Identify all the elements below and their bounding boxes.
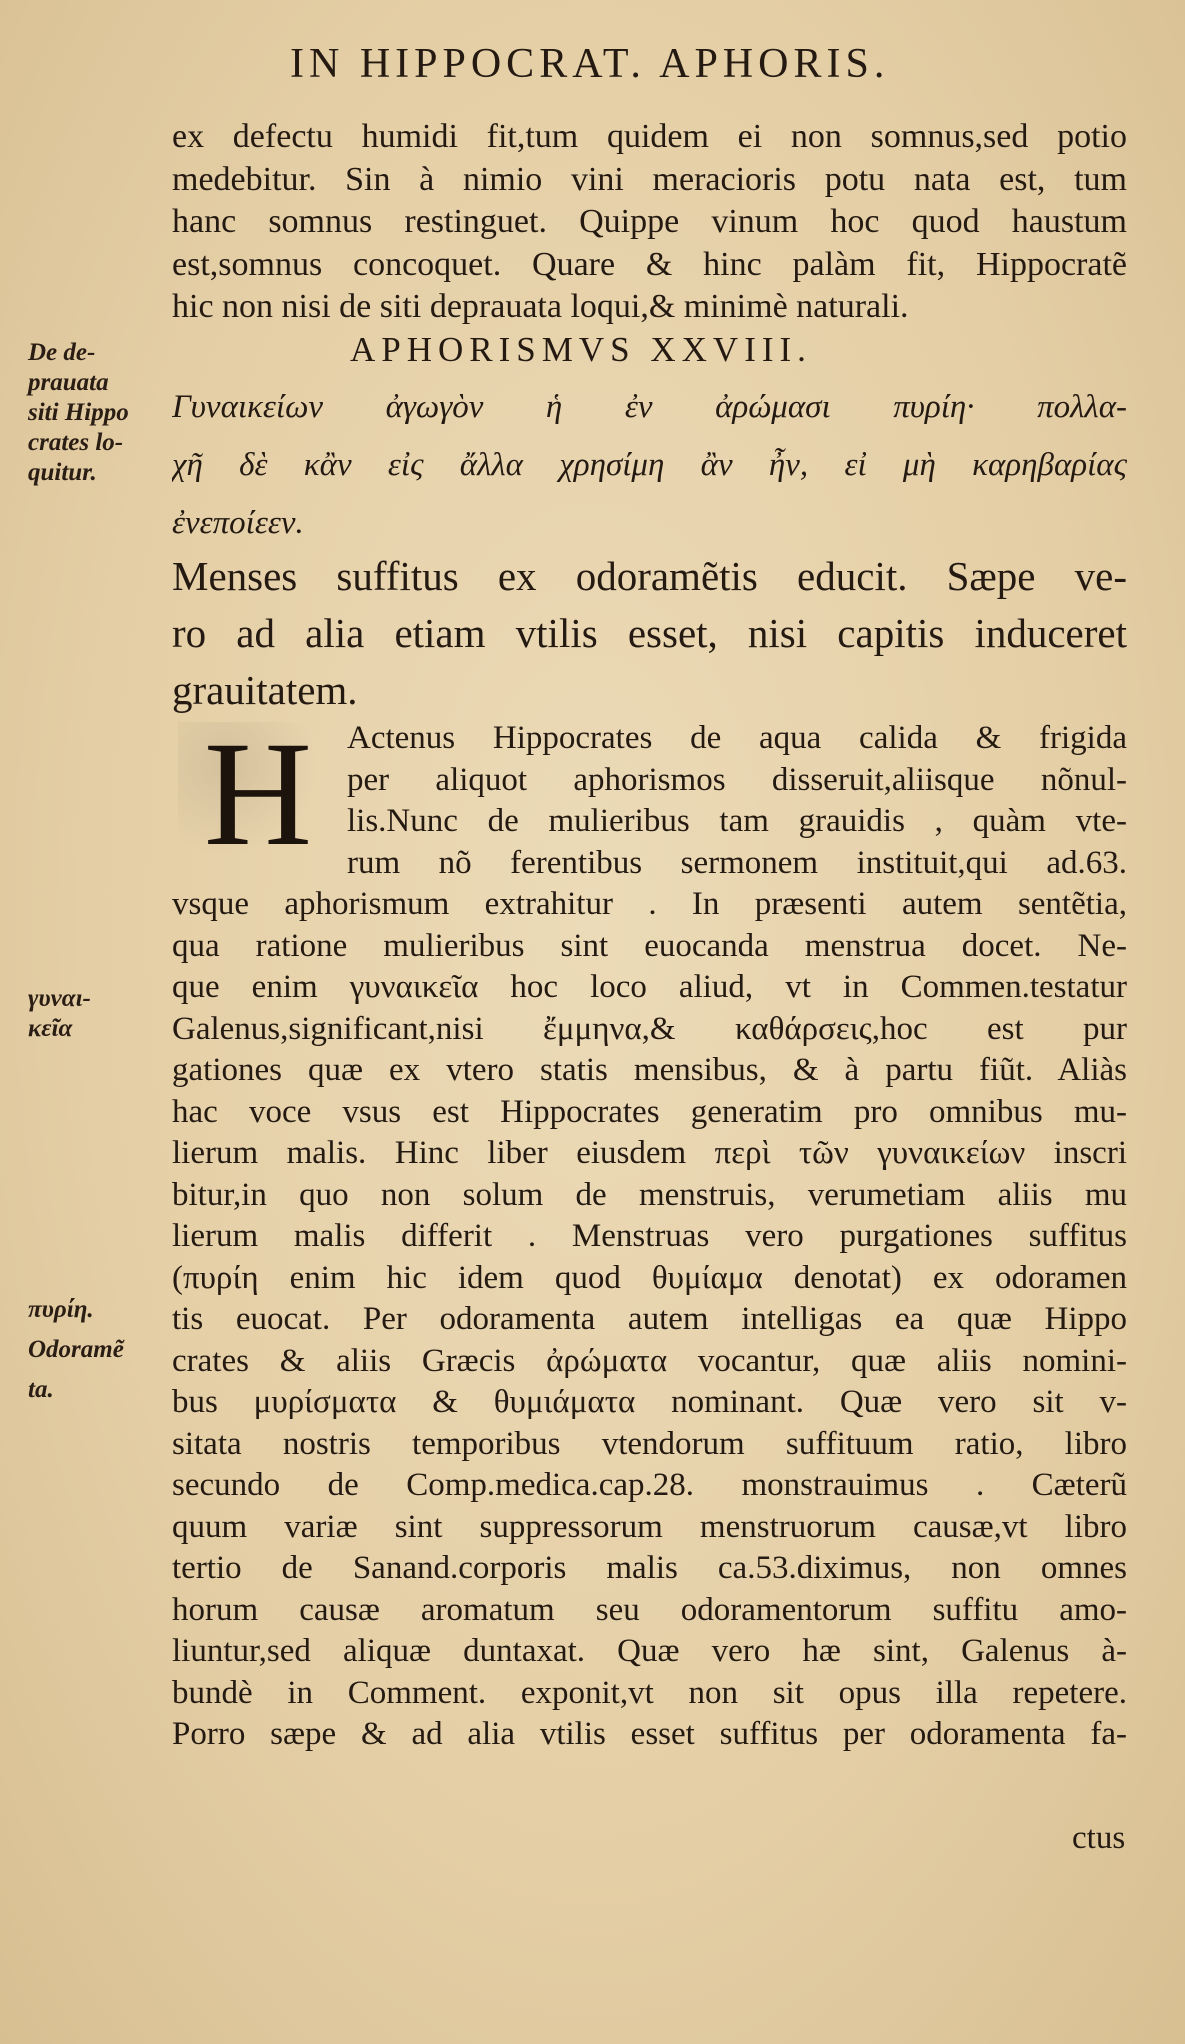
margin-line: γυναι-: [28, 985, 91, 1012]
margin-note-deprauata-siti: [28, 338, 129, 488]
commentary-line: crates & aliis Græcis ἀρώματα vocantur, quæ aliis nomini-: [172, 1342, 1127, 1379]
commentary-line: tis euocat. Per odoramenta autem intelligas ea quæ Hippo: [172, 1301, 1127, 1337]
margin-line: crates lo-: [28, 429, 124, 456]
commentary-line: bitur,in quo non solum de menstruis, verumetiam aliis mu: [172, 1176, 1127, 1213]
dropcap-initial: H: [178, 722, 338, 867]
commentary-line: per aliquot aphorismos disseruit,aliisque nõnul-: [347, 761, 1127, 798]
margin-note-pyrie-odoramenta: [28, 1290, 124, 1410]
commentary-line: quum variæ sint suppressorum menstruorum causæ,vt libro: [172, 1508, 1127, 1545]
greek-line: Γυναικείων ἀγωγὸν ἡ ἐν ἀρώμασι πυρίη· πολλα-: [172, 389, 1127, 425]
text-line: medebitur. Sin à nimio vini meracioris potu nata est, tum: [172, 160, 1127, 198]
margin-line: πυρίη.: [28, 1296, 94, 1323]
commentary-line: Actenus Hippocrates de aqua calida & frigida: [347, 720, 1127, 756]
margin-line: κεῖα: [28, 1015, 73, 1042]
commentary-line: secundo de Comp.medica.cap.28. monstrauimus . Cæterũ: [172, 1467, 1127, 1503]
intro-paragraph: [172, 116, 1127, 329]
translation-line: ro ad alia etiam vtilis esset, nisi capitis induceret: [172, 610, 1127, 656]
commentary: [172, 718, 1127, 1756]
text-line: hanc somnus restinguet. Quippe vinum hoc quod haustum: [172, 203, 1127, 241]
commentary-line: bus μυρίσματα & θυμιάματα nominant. Quæ vero sit v-: [172, 1384, 1127, 1420]
commentary-line: Porro sæpe & ad alia vtilis esset suffitus per odoramenta fa-: [172, 1716, 1127, 1752]
margin-line: quitur.: [28, 459, 97, 486]
margin-note-gynaikeia: [28, 984, 91, 1044]
commentary-line: Galenus,significant,nisi ἔμμηνα,& καθάρσεις,hoc est pur: [172, 1010, 1127, 1047]
margin-line: De de-: [28, 339, 96, 366]
commentary-line: que enim γυναικεῖα hoc loco aliud, vt in Commen.testatur: [172, 969, 1127, 1005]
greek-aphorism: [172, 378, 1127, 552]
commentary-line: vsque aphorismum extrahitur . In præsenti autem sentẽtia,: [172, 886, 1127, 922]
translation-line: grauitatem.: [172, 667, 358, 713]
translation-line: Menses suffitus ex odoramẽtis educit. Sæpe ve-: [172, 553, 1127, 599]
commentary-line: hac voce vsus est Hippocrates generatim pro omnibus mu-: [172, 1093, 1127, 1130]
greek-line: χῆ δὲ κἂν εἰς ἄλλα χρησίμη ἂν ἦν, εἰ μὴ καρηβαρίας: [172, 447, 1127, 483]
commentary-line: bundè in Comment. exponit,vt non sit opus illa repetere.: [172, 1674, 1127, 1711]
commentary-line: liuntur,sed aliquæ duntaxat. Quæ vero hæ sint, Galenus à-: [172, 1633, 1127, 1669]
commentary-line: lis.Nunc de mulieribus tam grauidis , quàm vte-: [347, 803, 1127, 839]
commentary-line: qua ratione mulieribus sint euocanda menstrua docet. Ne-: [172, 927, 1127, 964]
commentary-line: rum nõ ferentibus sermonem instituit,qui ad.63.: [347, 844, 1127, 881]
text-line: hic non nisi de siti deprauata loqui,& minimè naturali.: [172, 288, 909, 326]
catchword: ctus: [1072, 1820, 1126, 1856]
aphorism-title: APHORISMVS XXVIII.: [350, 330, 812, 369]
commentary-line: tertio de Sanand.corporis malis ca.53.diximus, non omnes: [172, 1550, 1127, 1586]
text-line: ex defectu humidi fit,tum quidem ei non somnus,sed potio: [172, 118, 1127, 155]
commentary-line: lierum malis differit . Menstruas vero purgationes suffitus: [172, 1218, 1127, 1254]
text-line: est,somnus concoquet. Quare & hinc palàm fit, Hippocratẽ: [172, 245, 1127, 283]
greek-line: ἐνεποίεεν.: [172, 505, 304, 541]
margin-line: siti Hippo: [28, 399, 129, 426]
latin-translation: [172, 548, 1127, 719]
commentary-line: horum causæ aromatum seu odoramentorum suffitu amo-: [172, 1591, 1127, 1628]
margin-line: prauata: [28, 369, 109, 396]
commentary-line: gationes quæ ex vtero statis mensibus, & à partu fiũt. Aliàs: [172, 1052, 1127, 1088]
margin-line: Odoramẽ: [28, 1336, 124, 1363]
margin-line: ta.: [28, 1376, 54, 1403]
commentary-line: (πυρίη enim hic idem quod θυμίαμα denotat) ex odoramen: [172, 1259, 1127, 1296]
commentary-line: sitata nostris temporibus vtendorum suffituum ratio, libro: [172, 1425, 1127, 1462]
running-header: IN HIPPOCRAT. APHORIS.: [290, 41, 890, 87]
commentary-line: lierum malis. Hinc liber eiusdem περὶ τῶν γυναικείων inscri: [172, 1135, 1127, 1171]
